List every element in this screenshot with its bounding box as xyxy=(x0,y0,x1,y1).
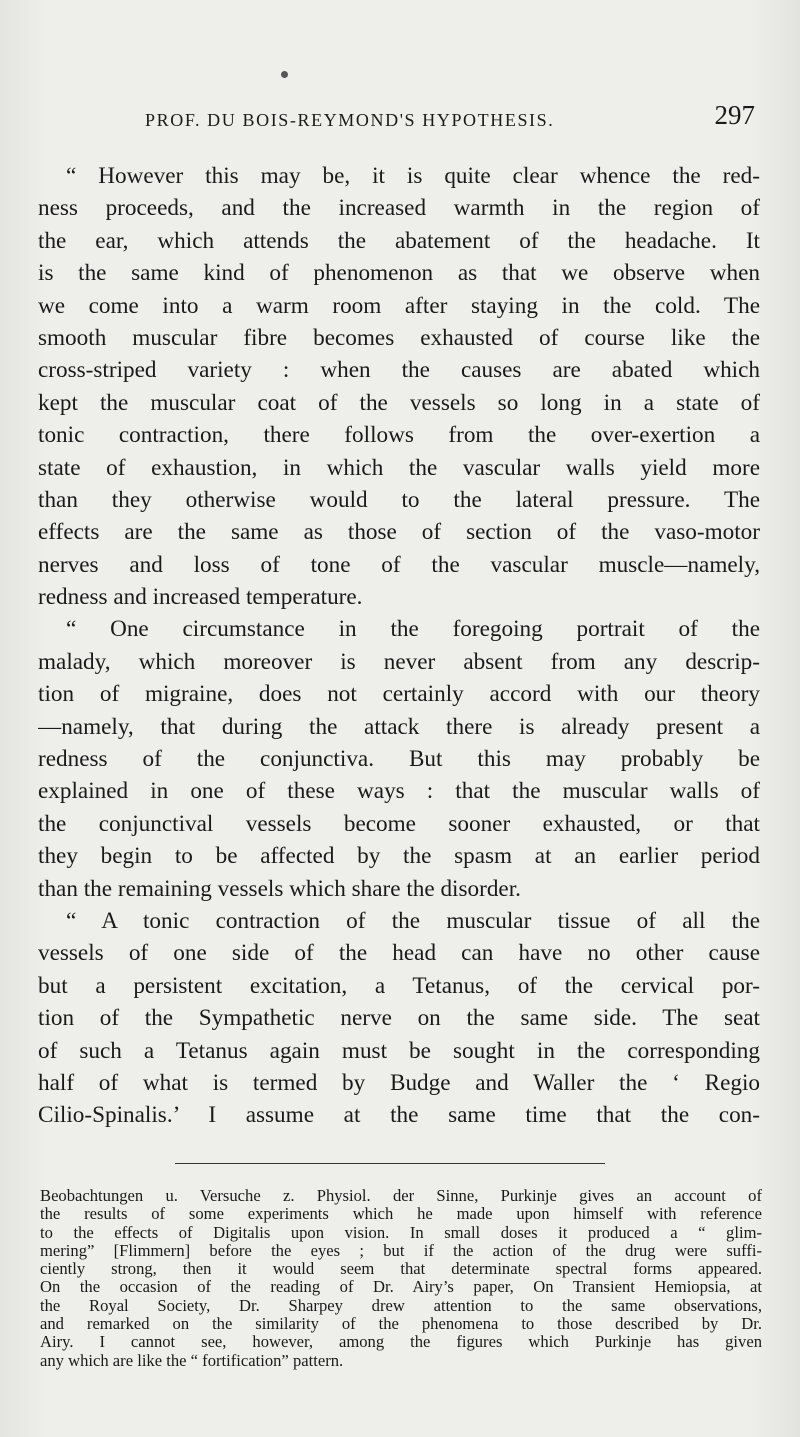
footnote-line: to the effects of Digitalis upon vision. In small doses it produced a “ glim- xyxy=(40,1223,762,1242)
body-line: “ However this may be, it is quite clear whence the red- xyxy=(66,163,760,189)
body-line: half of what is termed by Budge and Waller the ‘ Regio xyxy=(38,1069,760,1096)
footnote-line: mering” [Flimmern] before the eyes ; but if the action of the drug were suffi- xyxy=(40,1241,762,1260)
body-line: the ear, which attends the abatement of the headache. It xyxy=(38,227,760,254)
body-text xyxy=(38,160,760,1132)
footnote-line: the Royal Society, Dr. Sharpey drew attention to the same observations, xyxy=(40,1296,762,1315)
body-line: we come into a warm room after staying in the cold. The xyxy=(38,292,760,319)
footnote-line: On the occasion of the reading of Dr. Airy’s paper, On Transient Hemiopsia, at xyxy=(40,1278,762,1297)
printer-dot-mark xyxy=(281,71,288,78)
body-line: explained in one of these ways : that the muscular walls of xyxy=(38,778,760,805)
page-header xyxy=(145,100,755,136)
body-line: redness of the conjunctiva. But this may probably be xyxy=(38,746,760,773)
body-line: tion of the Sympathetic nerve on the same side. The seat xyxy=(38,1005,760,1032)
body-line: state of exhaustion, in which the vascular walls yield more xyxy=(38,454,760,481)
body-line: “ A tonic contraction of the muscular tissue of all the xyxy=(66,907,760,934)
body-line: the conjunctival vessels become sooner exhausted, or that xyxy=(38,810,760,837)
body-line: “ One circumstance in the foregoing portrait of the xyxy=(66,616,760,643)
body-line: ness proceeds, and the increased warmth in the region of xyxy=(38,195,760,222)
body-line: but a persistent excitation, a Tetanus, of the cervical por- xyxy=(38,972,760,999)
body-line: redness and increased temperature. xyxy=(38,584,363,611)
running-head: PROF. DU BOIS-REYMOND'S HYPOTHESIS. xyxy=(145,110,555,130)
footnote-line: and remarked on the similarity of the phenomena to those described by Dr. xyxy=(40,1315,762,1334)
body-line: nerves and loss of tone of the vascular muscle—namely, xyxy=(38,551,760,578)
body-line: than they otherwise would to the lateral pressure. The xyxy=(38,486,760,513)
footnote xyxy=(40,1187,762,1370)
body-line: —namely, that during the attack there is already present a xyxy=(38,713,760,740)
body-line: they begin to be affected by the spasm at an earlier period xyxy=(38,843,760,870)
footnote-line: ciently strong, then it would seem that determinate spectral forms appeared. xyxy=(40,1260,762,1279)
body-line: than the remaining vessels which share the disorder. xyxy=(38,875,521,902)
footnote-line: Airy. I cannot see, however, among the figures which Purkinje has given xyxy=(40,1333,762,1352)
body-line: tion of migraine, does not certainly accord with our theory xyxy=(38,681,760,708)
body-line: tonic contraction, there follows from the over-exertion a xyxy=(38,422,760,449)
body-line: effects are the same as those of section of the vaso-motor xyxy=(38,519,760,546)
body-line: kept the muscular coat of the vessels so long in a state of xyxy=(38,389,760,416)
footnote-line: any which are like the “ fortification” pattern. xyxy=(40,1351,344,1370)
footnote-line: the results of some experiments which he made upon himself with reference xyxy=(40,1205,762,1224)
body-line: malady, which moreover is never absent from any descrip- xyxy=(38,648,760,675)
footnote-divider xyxy=(175,1163,605,1164)
body-line: smooth muscular fibre becomes exhausted of course like the xyxy=(38,324,760,351)
body-line: is the same kind of phenomenon as that we observe when xyxy=(38,260,760,287)
footnote-line: Beobachtungen u. Versuche z. Physiol. der Sinne, Purkinje gives an account of xyxy=(40,1187,762,1205)
page-number: 297 xyxy=(714,100,755,130)
body-line: Cilio-Spinalis.’ I assume at the same time that the con- xyxy=(38,1102,760,1129)
body-line: cross-striped variety : when the causes are abated which xyxy=(38,357,760,384)
body-line: of such a Tetanus again must be sought in the corresponding xyxy=(38,1037,760,1064)
body-line: vessels of one side of the head can have no other cause xyxy=(38,940,760,967)
